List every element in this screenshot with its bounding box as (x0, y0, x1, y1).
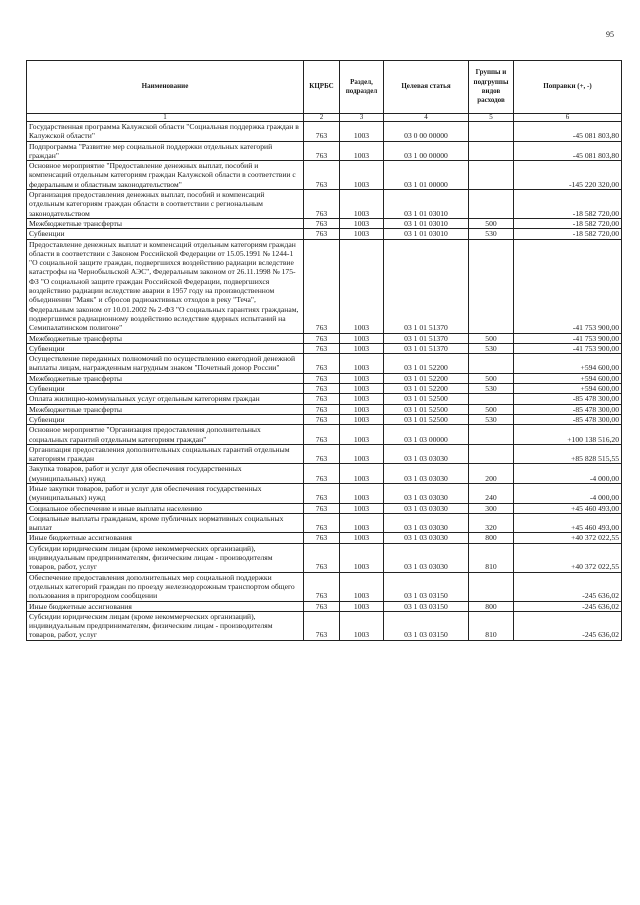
row-section: 1003 (340, 354, 384, 374)
row-name: Закупка товаров, работ и услуг для обеспечения государственных (муниципальных) нужд (27, 464, 304, 484)
row-name: Организация предоставления денежных выплат, пособий и компенсаций отдельным категориям граждан области в соответствии с региональным законодательством (27, 190, 304, 219)
row-target-article: 03 1 01 03010 (384, 190, 469, 219)
table-row (27, 611, 622, 640)
row-amount: -85 478 300,00 (514, 404, 622, 414)
row-section: 1003 (340, 414, 384, 424)
header-name: Наименование (27, 61, 304, 114)
table-row (27, 513, 622, 533)
row-kcrbs: 763 (304, 425, 340, 445)
row-amount: +100 138 516,20 (514, 425, 622, 445)
row-kcrbs: 763 (304, 141, 340, 161)
row-section: 1003 (340, 239, 384, 333)
row-expense-type: 240 (469, 483, 514, 503)
row-amount: +45 460 493,00 (514, 513, 622, 533)
row-section: 1003 (340, 141, 384, 161)
row-expense-type: 300 (469, 503, 514, 513)
row-target-article: 03 1 03 03030 (384, 464, 469, 484)
row-target-article: 03 1 03 03030 (384, 543, 469, 572)
row-expense-type: 530 (469, 229, 514, 239)
row-kcrbs: 763 (304, 354, 340, 374)
row-kcrbs: 763 (304, 190, 340, 219)
row-name: Основное мероприятие "Предоставление денежных выплат, пособий и компенсаций отдельным категориям граждан Калужской области в соответствии с федеральным и областным законодательством" (27, 161, 304, 190)
row-expense-type (469, 572, 514, 601)
row-kcrbs: 763 (304, 373, 340, 383)
row-expense-type: 800 (469, 533, 514, 543)
row-target-article: 03 1 03 03150 (384, 601, 469, 611)
row-expense-type: 500 (469, 373, 514, 383)
row-kcrbs: 763 (304, 572, 340, 601)
row-target-article: 03 1 01 03010 (384, 229, 469, 239)
row-target-article: 03 1 01 00000 (384, 161, 469, 190)
table-row (27, 414, 622, 424)
row-target-article: 03 1 03 03030 (384, 533, 469, 543)
table-row (27, 543, 622, 572)
row-kcrbs: 763 (304, 444, 340, 464)
header-expense-type: Группы и подгруппы видов расходов (469, 61, 514, 114)
row-amount: +594 600,00 (514, 384, 622, 394)
row-amount: -85 478 300,00 (514, 414, 622, 424)
row-amount: -18 582 720,00 (514, 218, 622, 228)
row-expense-type: 500 (469, 404, 514, 414)
row-section: 1003 (340, 333, 384, 343)
row-target-article: 03 1 03 03150 (384, 611, 469, 640)
row-expense-type: 530 (469, 343, 514, 353)
row-section: 1003 (340, 404, 384, 414)
row-expense-type: 530 (469, 384, 514, 394)
table-row (27, 354, 622, 374)
row-target-article: 03 1 01 52200 (384, 373, 469, 383)
row-expense-type (469, 444, 514, 464)
row-kcrbs: 763 (304, 229, 340, 239)
row-amount: +40 372 022,55 (514, 543, 622, 572)
row-target-article: 03 1 01 52500 (384, 394, 469, 404)
row-target-article: 03 1 01 51370 (384, 343, 469, 353)
row-kcrbs: 763 (304, 503, 340, 513)
row-expense-type (469, 425, 514, 445)
row-section: 1003 (340, 190, 384, 219)
row-name: Межбюджетные трансферты (27, 404, 304, 414)
row-name: Подпрограмма "Развитие мер социальной поддержки отдельных категорий граждан" (27, 141, 304, 161)
column-number: 6 (514, 114, 622, 122)
table-body (27, 122, 622, 641)
row-expense-type (469, 161, 514, 190)
table-row (27, 229, 622, 239)
row-target-article: 03 0 00 00000 (384, 122, 469, 142)
row-expense-type: 200 (469, 464, 514, 484)
row-name: Иные бюджетные ассигнования (27, 601, 304, 611)
row-name: Субвенции (27, 343, 304, 353)
table-row (27, 404, 622, 414)
row-section: 1003 (340, 425, 384, 445)
row-name: Иные бюджетные ассигнования (27, 533, 304, 543)
row-amount: -41 753 900,00 (514, 333, 622, 343)
row-name: Предоставление денежных выплат и компенсаций отдельным категориям граждан области в соответствии с Законом Российской Федерации от 15.05.1991 № 1244-1 "О социальной защите граждан, подвергшихся воздействию радиации вследствие катастрофы на Чернобыльской АЭС", Федеральным законом от 26.11.1998 № 175-ФЗ "О социальной защите граждан Российской Федерации, подвергшихся воздействию радиации вследствие аварии в 1957 году на производственном объединении "Маяк" и сбросов радиоактивных отходов в реку "Теча", Федеральным законом от 10.01.2002 № 2-ФЗ "О социальных гарантиях гражданам, подвергшимся радиационному воздействию вследствие ядерных испытаний на Семипалатинском полигоне" (27, 239, 304, 333)
row-amount: +40 372 022,55 (514, 533, 622, 543)
table-row (27, 122, 622, 142)
page-number: 95 (606, 30, 614, 39)
table-row (27, 394, 622, 404)
row-section: 1003 (340, 161, 384, 190)
row-amount: -18 582 720,00 (514, 190, 622, 219)
table-row (27, 483, 622, 503)
row-amount: -41 753 900,00 (514, 239, 622, 333)
row-name: Межбюджетные трансферты (27, 373, 304, 383)
row-name: Субсидии юридическим лицам (кроме некоммерческих организаций), индивидуальным предпринимателям, физическим лицам - производителям товаров, работ, услуг (27, 543, 304, 572)
row-name: Обеспечение предоставления дополнительных мер социальной поддержки отдельных категорий граждан по проезду железнодорожным транспортом общего пользования в пригородном сообщении (27, 572, 304, 601)
row-kcrbs: 763 (304, 601, 340, 611)
row-kcrbs: 763 (304, 543, 340, 572)
table-row (27, 503, 622, 513)
row-name: Межбюджетные трансферты (27, 218, 304, 228)
header-amendment: Поправки (+, -) (514, 61, 622, 114)
header-kcrbs: КЦРБС (304, 61, 340, 114)
row-amount: -145 220 320,00 (514, 161, 622, 190)
row-amount: +45 460 493,00 (514, 503, 622, 513)
table-row (27, 141, 622, 161)
row-name: Субвенции (27, 414, 304, 424)
row-section: 1003 (340, 464, 384, 484)
row-kcrbs: 763 (304, 394, 340, 404)
column-number: 5 (469, 114, 514, 122)
column-number: 2 (304, 114, 340, 122)
table-row (27, 343, 622, 353)
row-amount: -18 582 720,00 (514, 229, 622, 239)
row-section: 1003 (340, 611, 384, 640)
row-name: Субвенции (27, 384, 304, 394)
row-target-article: 03 1 03 03030 (384, 444, 469, 464)
row-name: Субсидии юридическим лицам (кроме некоммерческих организаций), индивидуальным предпринимателям, физическим лицам - производителям товаров, работ, услуг (27, 611, 304, 640)
row-amount: +594 600,00 (514, 373, 622, 383)
row-kcrbs: 763 (304, 239, 340, 333)
row-kcrbs: 763 (304, 414, 340, 424)
row-section: 1003 (340, 394, 384, 404)
row-kcrbs: 763 (304, 218, 340, 228)
row-kcrbs: 763 (304, 333, 340, 343)
row-kcrbs: 763 (304, 464, 340, 484)
row-amount: -4 000,00 (514, 464, 622, 484)
row-expense-type: 530 (469, 414, 514, 424)
table-row (27, 601, 622, 611)
header-target-article: Целевая статья (384, 61, 469, 114)
row-expense-type (469, 354, 514, 374)
row-section: 1003 (340, 122, 384, 142)
row-section: 1003 (340, 229, 384, 239)
row-kcrbs: 763 (304, 122, 340, 142)
row-name: Оплата жилищно-коммунальных услуг отдельным категориям граждан (27, 394, 304, 404)
table-row (27, 218, 622, 228)
row-section: 1003 (340, 533, 384, 543)
row-target-article: 03 1 01 52500 (384, 414, 469, 424)
row-expense-type: 810 (469, 543, 514, 572)
row-section: 1003 (340, 343, 384, 353)
table-row (27, 239, 622, 333)
row-name: Организация предоставления дополнительных социальных гарантий отдельным категориям граждан (27, 444, 304, 464)
row-section: 1003 (340, 572, 384, 601)
row-section: 1003 (340, 218, 384, 228)
row-name: Межбюджетные трансферты (27, 333, 304, 343)
row-target-article: 03 1 03 03030 (384, 503, 469, 513)
row-target-article: 03 1 03 03150 (384, 572, 469, 601)
table-row (27, 333, 622, 343)
table-row (27, 190, 622, 219)
row-kcrbs: 763 (304, 533, 340, 543)
row-target-article: 03 1 01 52200 (384, 384, 469, 394)
row-section: 1003 (340, 384, 384, 394)
row-expense-type: 320 (469, 513, 514, 533)
table-row (27, 373, 622, 383)
row-name: Государственная программа Калужской области "Социальная поддержка граждан в Калужской области" (27, 122, 304, 142)
row-amount: -85 478 300,00 (514, 394, 622, 404)
budget-table (26, 60, 622, 641)
row-target-article: 03 1 01 52500 (384, 404, 469, 414)
table-row (27, 444, 622, 464)
row-target-article: 03 1 01 51370 (384, 333, 469, 343)
row-amount: -4 000,00 (514, 483, 622, 503)
row-amount: -245 636,02 (514, 572, 622, 601)
row-name: Субвенции (27, 229, 304, 239)
row-amount: -245 636,02 (514, 601, 622, 611)
row-kcrbs: 763 (304, 483, 340, 503)
row-amount: -45 081 803,80 (514, 141, 622, 161)
row-target-article: 03 1 03 03030 (384, 483, 469, 503)
row-target-article: 03 1 01 52200 (384, 354, 469, 374)
row-expense-type: 500 (469, 333, 514, 343)
row-kcrbs: 763 (304, 384, 340, 394)
row-section: 1003 (340, 543, 384, 572)
row-expense-type: 500 (469, 218, 514, 228)
table-row (27, 161, 622, 190)
row-amount: -45 081 803,80 (514, 122, 622, 142)
row-target-article: 03 1 01 51370 (384, 239, 469, 333)
table-row (27, 464, 622, 484)
row-kcrbs: 763 (304, 404, 340, 414)
row-section: 1003 (340, 503, 384, 513)
row-expense-type: 810 (469, 611, 514, 640)
row-expense-type (469, 190, 514, 219)
row-expense-type (469, 122, 514, 142)
row-kcrbs: 763 (304, 513, 340, 533)
row-target-article: 03 1 01 03010 (384, 218, 469, 228)
table-row (27, 425, 622, 445)
row-name: Социальные выплаты гражданам, кроме публичных нормативных социальных выплат (27, 513, 304, 533)
row-section: 1003 (340, 373, 384, 383)
row-name: Социальное обеспечение и иные выплаты населению (27, 503, 304, 513)
row-section: 1003 (340, 513, 384, 533)
row-section: 1003 (340, 483, 384, 503)
row-amount: -41 753 900,00 (514, 343, 622, 353)
row-name: Основное мероприятие "Организация предоставления дополнительных социальных гарантий отдельным категориям граждан" (27, 425, 304, 445)
row-kcrbs: 763 (304, 611, 340, 640)
row-section: 1003 (340, 601, 384, 611)
row-expense-type (469, 239, 514, 333)
table-row (27, 572, 622, 601)
row-amount: -245 636,02 (514, 611, 622, 640)
table-row (27, 533, 622, 543)
row-target-article: 03 1 03 00000 (384, 425, 469, 445)
row-target-article: 03 1 00 00000 (384, 141, 469, 161)
row-expense-type (469, 394, 514, 404)
column-number: 1 (27, 114, 304, 122)
row-target-article: 03 1 03 03030 (384, 513, 469, 533)
column-number: 4 (384, 114, 469, 122)
row-amount: +85 828 515,55 (514, 444, 622, 464)
row-expense-type: 800 (469, 601, 514, 611)
column-number: 3 (340, 114, 384, 122)
row-expense-type (469, 141, 514, 161)
header-section: Раздел, подраздел (340, 61, 384, 114)
row-kcrbs: 763 (304, 343, 340, 353)
row-name: Иные закупки товаров, работ и услуг для обеспечения государственных (муниципальных) нужд (27, 483, 304, 503)
row-kcrbs: 763 (304, 161, 340, 190)
table-row (27, 384, 622, 394)
row-name: Осуществление переданных полномочий по осуществлению ежегодной денежной выплаты лицам, награжденным нагрудным знаком "Почетный донор России" (27, 354, 304, 374)
row-amount: +594 600,00 (514, 354, 622, 374)
row-section: 1003 (340, 444, 384, 464)
